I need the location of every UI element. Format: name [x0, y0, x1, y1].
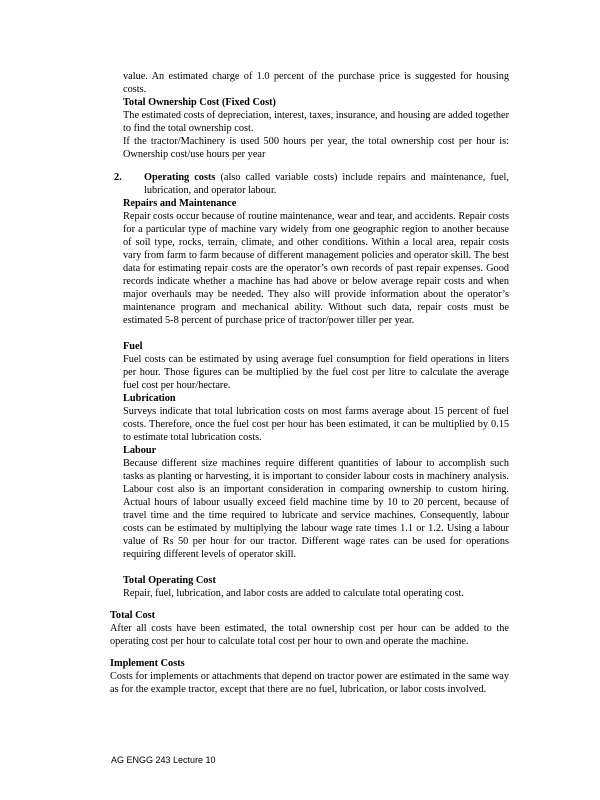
fuel-paragraph: Fuel costs can be estimated by using average fuel consumption for field operations in liters per hour. Those figures can be multiplied by the fuel cost per litre to calculate the average fuel cost per hour/hectare.: [123, 354, 509, 391]
total-cost-heading: Total Cost: [110, 610, 156, 621]
lubrication-paragraph: Surveys indicate that total lubrication costs on most farms average about 15 percent of fuel costs. Therefore, once the fuel cost per hour has been estimated, it can be multiplied by 0.15 to estimate total lubrication costs.: [123, 406, 509, 443]
section-number: 2.: [114, 172, 122, 183]
total-ownership-cost-paragraph-2: If the tractor/Machinery is used 500 hours per year, the total ownership cost per hour is: Ownership cost/use hours per year: [123, 136, 509, 160]
total-operating-cost-paragraph: Repair, fuel, lubrication, and labor costs are added to calculate total operating cost.: [123, 588, 464, 599]
repairs-heading: Repairs and Maintenance: [123, 198, 237, 209]
lubrication-heading: Lubrication: [123, 393, 176, 404]
fuel-heading: Fuel: [123, 341, 143, 352]
operating-costs-text: (also called variable costs) include repairs and maintenance, fuel, lubrication, and operator labour.: [144, 172, 509, 196]
total-operating-cost-heading: Total Operating Cost: [123, 575, 216, 586]
total-ownership-cost-paragraph-1: The estimated costs of depreciation, interest, taxes, insurance, and housing are added together to find the total ownership cost.: [123, 110, 509, 134]
labour-heading: Labour: [123, 445, 157, 456]
implement-costs-heading: Implement Costs: [110, 658, 185, 669]
page-footer: AG ENGG 243 Lecture 10: [111, 755, 216, 765]
total-ownership-cost-heading: Total Ownership Cost (Fixed Cost): [123, 97, 276, 108]
implement-costs-paragraph: Costs for implements or attachments that depend on tractor power are estimated in the same way as for the example tractor, except that there are no fuel, lubrication, or labor costs involved.: [110, 671, 509, 695]
intro-paragraph: value. An estimated charge of 1.0 percent of the purchase price is suggested for housing costs.: [123, 71, 509, 95]
total-cost-paragraph: After all costs have been estimated, the total ownership cost per hour can be added to the operating cost per hour to calculate total cost per hour to own and operate the machine.: [110, 623, 509, 647]
repairs-paragraph: Repair costs occur because of routine maintenance, wear and tear, and accidents. Repair costs for a particular type of machine vary widely from one geographic region to another because of soil type, rocks, terrain, climate, and other conditions. Within a local area, repair costs vary from farm to farm because of different management policies and operator skill. The best data for estimating repair costs are the operator’s own records of past repair expenses. Good records indicate whether a machine has had above or below average repair costs and when major overhauls may be needed. They also will provide information about the operator’s maintenance program and mechanical ability. Without such data, repair costs must be estimated 5-8 percent of purchase price of tractor/power tiller per year.: [123, 211, 509, 326]
operating-costs-intro: [144, 171, 509, 197]
labour-paragraph: Because different size machines require different quantities of labour to accomplish such tasks as planting or harvesting, it is important to consider labour costs in machinery analysis. Labour cost also is an important consideration in comparing ownership to custom hiring. Actual hours of labour usually exceed field machine time by 10 to 20 percent, because of travel time and the time required to lubricate and service machines. Consequently, labour costs can be estimated by multiplying the labour wage rate times 1.1 or 1.2. Using a labour value of Rs 50 per hour for our tractor. Different wage rates can be used for operations requiring different levels of operator skill.: [123, 458, 509, 560]
operating-costs-term: Operating costs: [144, 172, 216, 183]
